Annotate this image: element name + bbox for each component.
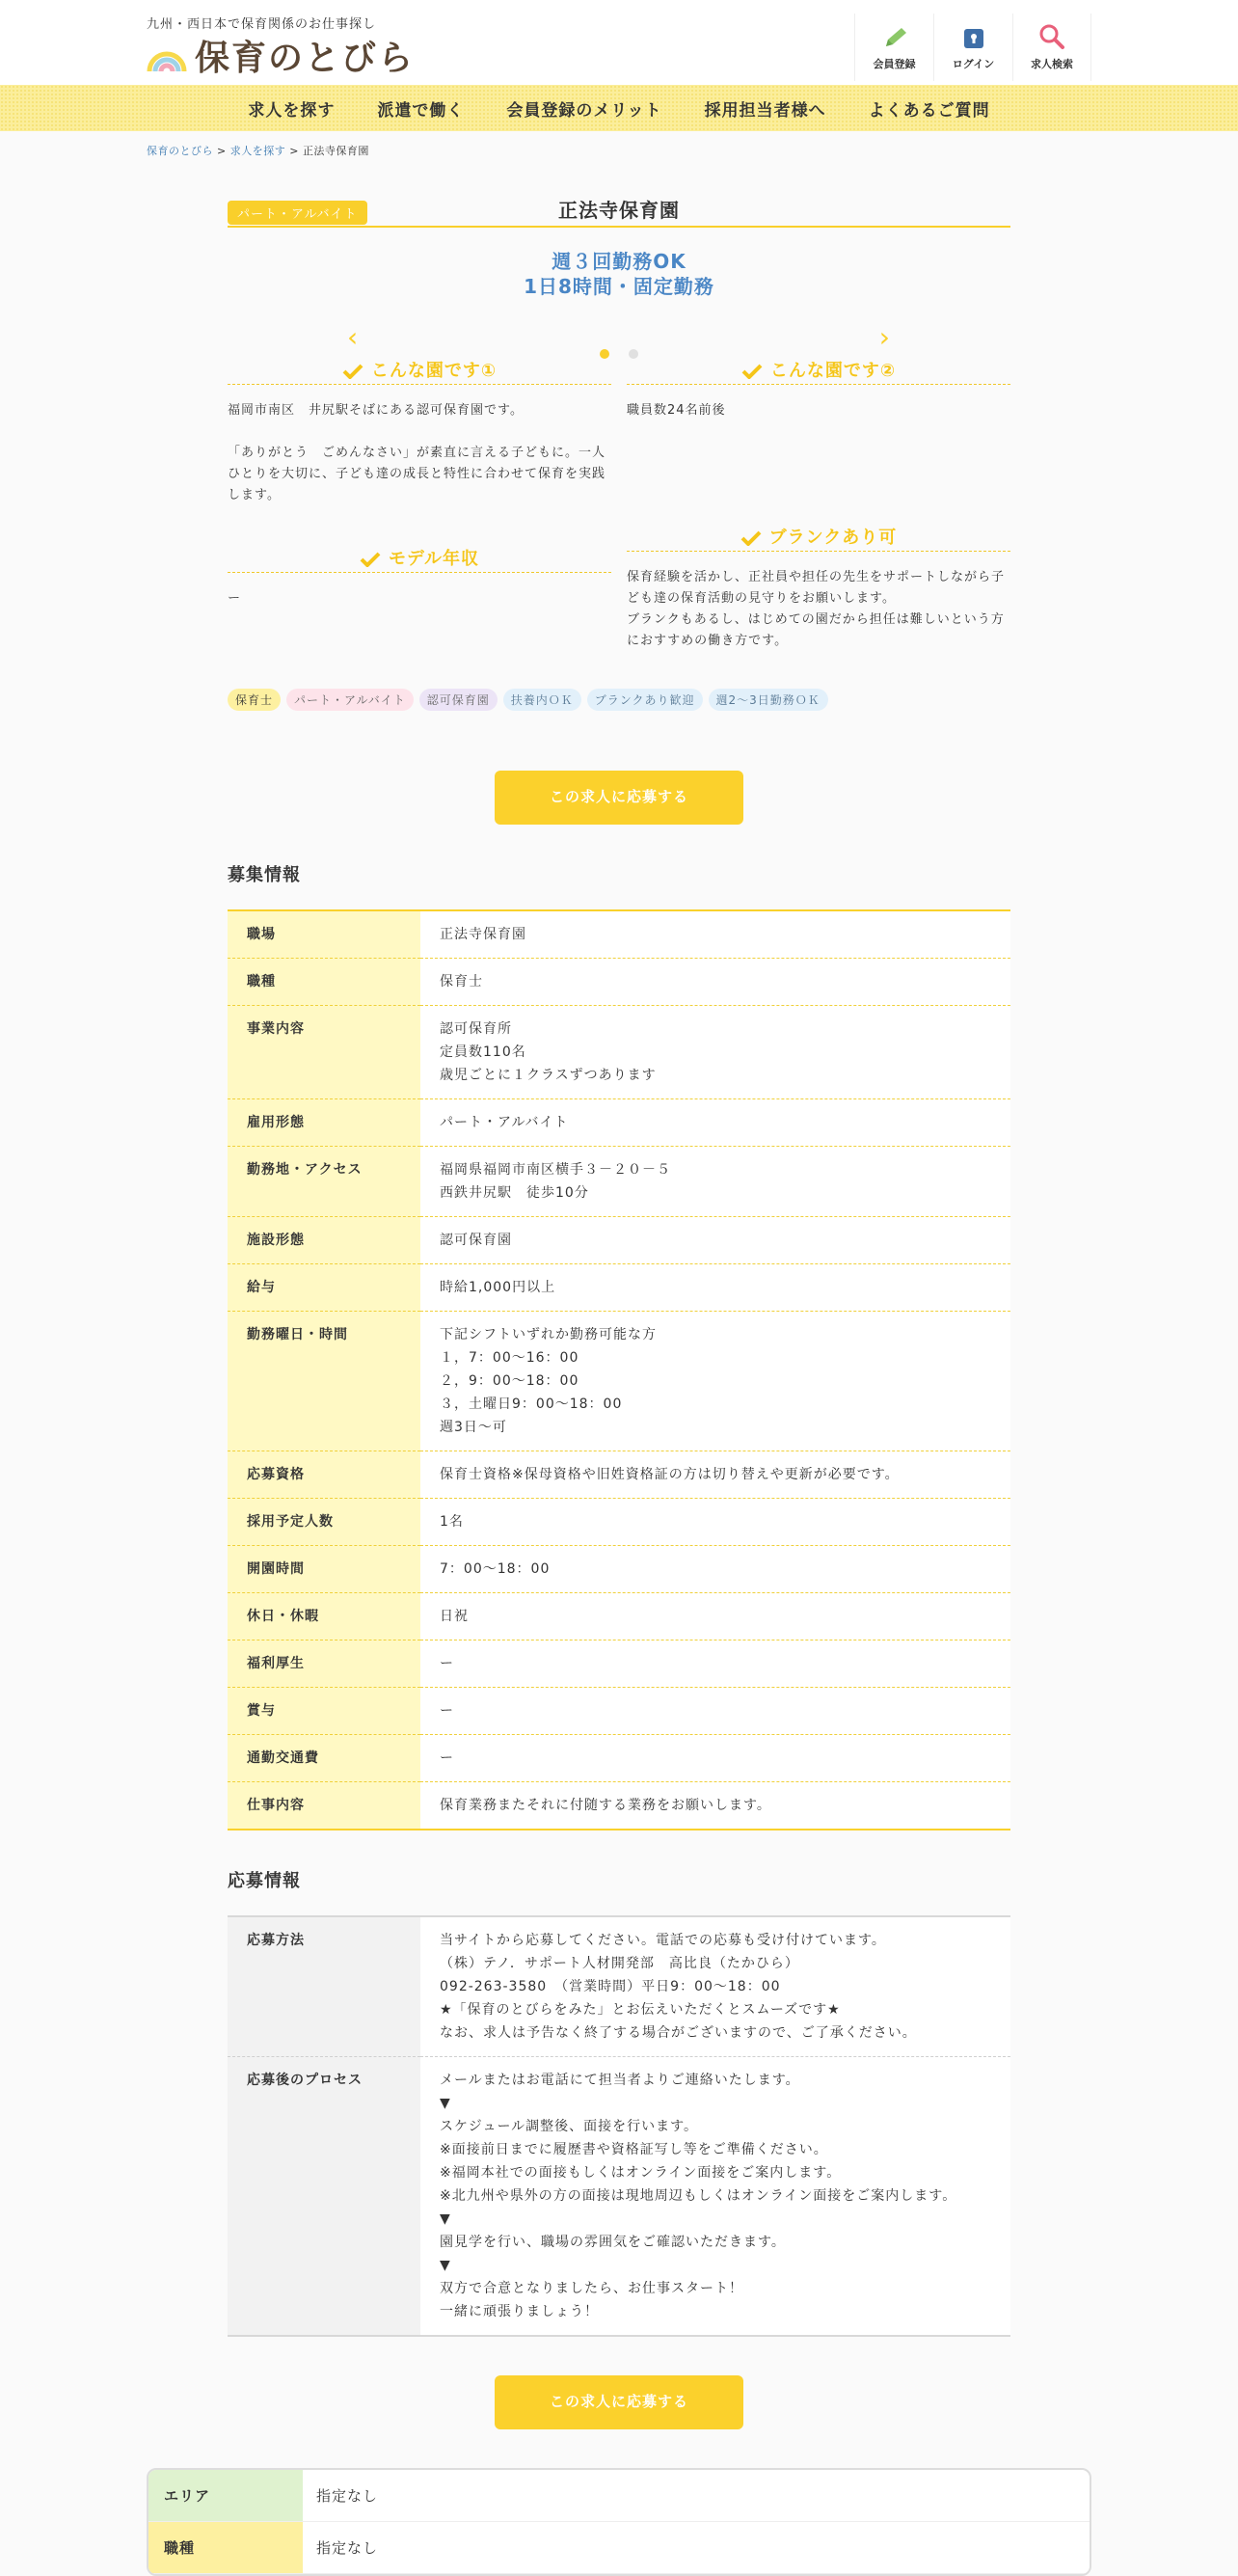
nav-member-merits[interactable]: 会員登録のメリット [506,100,662,121]
feature-heading [627,524,1010,552]
breadcrumb [147,143,1238,158]
row-label: 勤務地・アクセス [228,1147,420,1217]
row-label: 職種 [228,959,420,1006]
nav-dispatch[interactable]: 派遣で働く [377,100,465,121]
table-row [228,910,1010,959]
row-label: 雇用形態 [228,1099,420,1147]
login-label: ログイン [952,58,995,70]
table-row [228,1264,1010,1312]
search-condition-value: 指定なし [316,2539,379,2557]
row-value: ー [420,1688,1010,1735]
feature-title: モデル年収 [388,549,480,569]
row-label: 事業内容 [228,1006,420,1099]
job-search-button[interactable] [1012,14,1091,81]
table-row [228,1006,1010,1099]
check-icon [360,552,381,567]
table-row [228,1217,1010,1264]
search-condition-label: エリア [148,2470,303,2521]
table-row [228,1546,1010,1593]
search-conditions-box [147,2468,1091,2576]
table-row [228,1099,1010,1147]
nav-for-recruiters[interactable]: 採用担当者様へ [704,100,826,121]
row-label: 開園時間 [228,1546,420,1593]
row-value: 1名 [420,1499,1010,1546]
row-value: 時給1,000円以上 [420,1264,1010,1312]
feature-body: 職員数24名前後 [627,403,726,418]
feature-body: 保育経験を活かし、正社員や担任の先生をサポートしながら子ども達の保育活動の見守りをお願いします。 ブランクもあるし、はじめての園だから担任は難しいという方におすすめの働き方です。 [627,570,1006,648]
job-title-row [228,199,1010,228]
row-label: 採用予定人数 [228,1499,420,1546]
job-catchcopy [228,249,1010,299]
feature-heading [228,545,611,573]
application-info-table [228,1915,1010,2337]
table-row [228,1312,1010,1451]
table-row [228,1735,1010,1782]
job-search-label: 求人検索 [1031,58,1073,70]
row-label: 仕事内容 [228,1782,420,1830]
row-value: 認可保育園 [420,1217,1010,1264]
recruit-info-table [228,909,1010,1830]
member-register-button[interactable] [854,14,933,81]
row-label: 職場 [228,910,420,959]
feature-column-right [627,321,1010,652]
feature-block [228,545,611,610]
feature-block [627,524,1010,652]
table-row [228,1782,1010,1830]
header-actions [854,14,1091,81]
row-label: 応募方法 [228,1916,420,2057]
row-value: 日祝 [420,1593,1010,1641]
job-detail [228,199,1010,2429]
table-row [228,959,1010,1006]
search-condition-row[interactable] [148,2522,1090,2574]
row-label: 応募後のプロセス [228,2057,420,2337]
catchcopy-line-1: 週３回勤務OK [552,250,686,273]
breadcrumb-search[interactable]: 求人を探す [229,145,286,157]
feature-slider [228,321,1010,652]
row-value: 認可保育所 定員数110名 歳児ごとに１クラスずつあります [420,1006,1010,1099]
feature-body: ー [228,591,242,606]
slider-dots [590,349,648,359]
row-value: 当サイトから応募してください。電話での応募も受け付けています。 （株）テノ．サポート人材開発部 高比良（たかひら） 092-263-3580 （営業時間）平日9：00～18：00 ★「保育のとびらをみた」とお伝えいただくとスムーズです★ なお、求人は予告なく終了する場合がございますので、ご了承ください。 [420,1916,1010,2057]
job-tag: 認可保育園 [419,689,498,711]
row-value: メールまたはお電話にて担当者よりご連絡いたします。 ▼ スケジュール調整後、面接を行います。 ※面接前日までに履歴書や資格証写し等をご準備ください。 ※福岡本社での面接もしくはオンライン面接をご案内します。 ※北九州や県外の方の面接は現地周辺もしくはオンライン面接をご案内します。 ▼ 園見学を行い、職場の雰囲気をご確認いただきます。 ▼ 双方で合意となりましたら、お仕事スタート！ 一緒に頑張りましょう！ [420,2057,1010,2337]
table-row [228,1499,1010,1546]
pencil-icon [880,25,909,50]
site-header [0,0,1238,85]
rainbow-logo-icon [145,37,189,73]
table-row [228,1451,1010,1499]
slider-next-icon[interactable]: › [878,321,891,353]
table-row [228,1688,1010,1735]
apply-button[interactable]: この求人に応募する [495,771,743,825]
row-value: 正法寺保育園 [420,910,1010,959]
row-value: 保育業務またそれに付随する業務をお願いします。 [420,1782,1010,1830]
feature-heading [228,357,611,385]
row-value: 7：00～18：00 [420,1546,1010,1593]
job-tag: パート・アルバイト [286,689,414,711]
row-label: 賞与 [228,1688,420,1735]
breadcrumb-sep: > [213,145,230,157]
nav-faq[interactable]: よくあるご質問 [868,100,990,121]
table-row [228,1916,1010,2057]
table-row [228,2057,1010,2337]
employment-type-badge: パート・アルバイト [228,201,367,225]
nav-find-jobs[interactable]: 求人を探す [248,100,336,121]
global-nav [0,85,1238,131]
apply-button-bottom[interactable]: この求人に応募する [495,2375,743,2429]
login-button[interactable] [933,14,1012,81]
row-value: 保育士 [420,959,1010,1006]
row-value: パート・アルバイト [420,1099,1010,1147]
slider-dot-2[interactable] [629,349,638,359]
row-value: 保育士資格※保母資格や旧姓資格証の方は切り替えや更新が必要です。 [420,1451,1010,1499]
member-register-label: 会員登録 [873,58,916,70]
row-value: ー [420,1641,1010,1688]
table-row [228,1147,1010,1217]
logo-text: 保育のとびら [195,38,416,78]
row-label: 福利厚生 [228,1641,420,1688]
feature-heading [627,357,1010,385]
breadcrumb-sep: > [285,145,303,157]
slider-prev-icon[interactable]: ‹ [347,321,360,353]
row-label: 施設形態 [228,1217,420,1264]
recruit-section-title: 募集情報 [228,865,301,885]
row-value: 下記シフトいずれか勤務可能な方 １，7：00～16：00 ２，9：00～18：00 ３，土曜日9：00～18：00 週3日～可 [420,1312,1010,1451]
site-tagline: 九州・西日本で保育関係のお仕事探し [147,17,377,32]
job-tag: 週2～3日勤務ＯＫ [709,689,828,711]
job-tags [228,689,1010,711]
catchcopy-line-2: 1日8時間・固定勤務 [524,275,714,298]
row-label: 通勤交通費 [228,1735,420,1782]
login-icon [959,25,988,50]
row-value: ー [420,1735,1010,1782]
search-condition-row[interactable] [148,2470,1090,2522]
feature-body: 福岡市南区 井尻駅そばにある認可保育園です。 「ありがとう ごめんなさい」が素直に言える子どもに。一人ひとりを大切に、子ども達の成長と特性に合わせて保育を実践します。 [228,403,606,502]
site-logo[interactable] [145,35,416,78]
check-icon [342,364,363,379]
table-row [228,1641,1010,1688]
row-label: 応募資格 [228,1451,420,1499]
job-tag: 保育士 [228,689,281,711]
feature-title: こんな園です② [769,361,897,381]
row-label: 勤務曜日・時間 [228,1312,420,1451]
row-value: 福岡県福岡市南区横手３－２０－５ 西鉄井尻駅 徒歩10分 [420,1147,1010,1217]
job-title: 正法寺保育園 [558,199,680,222]
search-icon [1037,23,1066,50]
slider-dot-1[interactable] [600,349,609,359]
feature-column-left [228,321,611,652]
breadcrumb-current: 正法寺保育園 [302,145,369,157]
job-tag: 扶養内ＯＫ [503,689,581,711]
row-label: 給与 [228,1264,420,1312]
job-tag: ブランクあり歓迎 [587,689,703,711]
feature-title: こんな園です① [370,361,498,381]
check-icon [741,364,763,379]
table-row [228,1593,1010,1641]
row-label: 休日・休暇 [228,1593,420,1641]
search-condition-label: 職種 [148,2522,303,2573]
application-section-title: 応募情報 [228,1871,301,1891]
feature-title: ブランクあり可 [768,528,898,548]
check-icon [740,530,762,546]
search-condition-value: 指定なし [316,2487,379,2505]
breadcrumb-home[interactable]: 保育のとびら [147,145,213,157]
